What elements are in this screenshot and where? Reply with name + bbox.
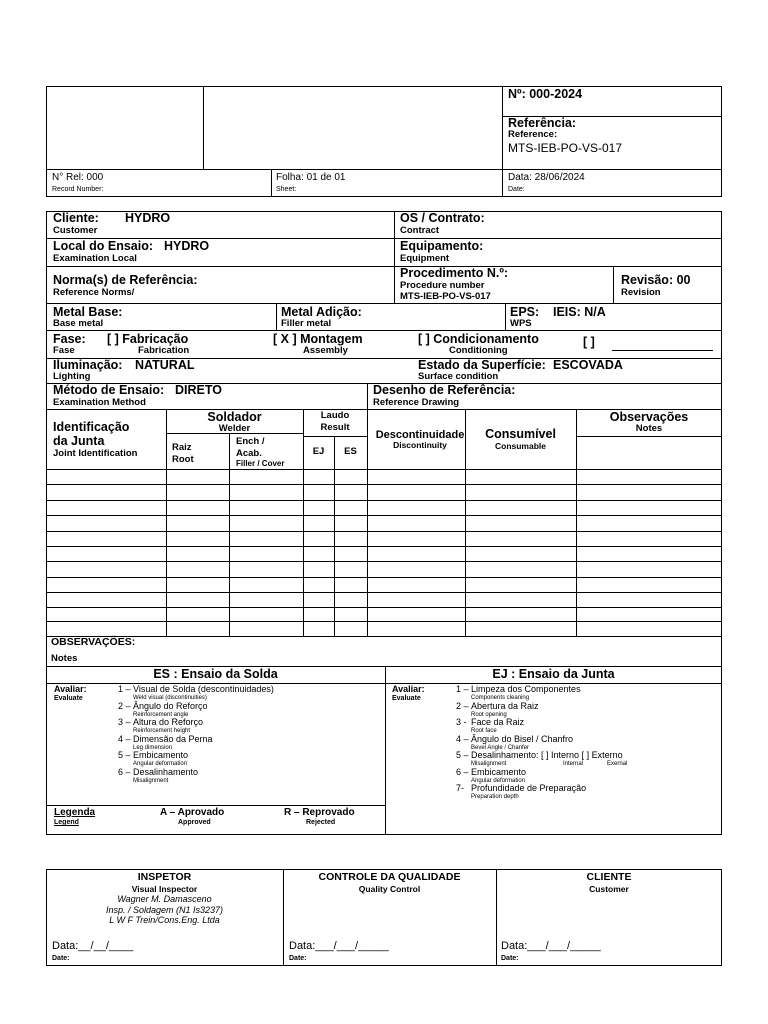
th-laudo: Laudo — [320, 410, 350, 421]
list-item-number: 2 – — [118, 700, 131, 711]
os-label: OS / Contrato: — [400, 211, 485, 225]
header-divider-3 — [271, 169, 272, 197]
th-soldador: Soldador — [207, 410, 262, 424]
info-vline-desenho — [367, 383, 368, 409]
list-item-sub: Components cleaning — [471, 695, 530, 701]
list-item-number: 4 – — [118, 733, 131, 744]
table-vline-7 — [576, 409, 577, 636]
equip-label: Equipamento: — [400, 239, 484, 253]
inspetor-date[interactable]: Data:__/__/____ — [52, 940, 134, 952]
fabricacao-sub: Fabrication — [138, 345, 190, 356]
list-item-sub: Reinforcement angle — [133, 711, 189, 718]
list-item: Ângulo do Reforço — [133, 700, 208, 711]
table-notes-split — [576, 436, 722, 437]
table-vline-4 — [334, 436, 335, 636]
legend-rejected: R – Reprovado — [284, 807, 355, 818]
cliente-date[interactable]: Data:___/___/_____ — [501, 940, 601, 952]
list-item-number: 6 – — [456, 766, 469, 777]
report-number: Nº: 000-2024 — [508, 87, 583, 101]
legend-label: Legenda — [54, 807, 96, 818]
th-ident-2: da Junta — [53, 434, 105, 448]
info-vline-eps — [505, 303, 506, 330]
legend-top — [46, 805, 385, 806]
table-row — [46, 484, 722, 485]
table-row — [46, 531, 722, 532]
condicionamento-sub: Conditioning — [449, 345, 508, 356]
ej-avaliar-sub: Evaluate — [392, 695, 421, 702]
rev-sub: Revision — [621, 287, 661, 298]
th-cons-sub: Consumable — [494, 441, 546, 451]
iluminacao-label: Iluminação: — [53, 358, 123, 372]
local-sub: Examination Local — [53, 253, 137, 264]
legend-rejected-sub: Rejected — [306, 819, 336, 826]
proc-label: Procedimento N.º: — [400, 266, 509, 280]
th-desc: Descontinuidade — [375, 429, 465, 441]
table-vline-3 — [303, 409, 304, 636]
estado-label: Estado da Superfície: — [418, 358, 546, 372]
other-underline — [612, 350, 713, 351]
metal-base-label: Metal Base: — [53, 305, 123, 319]
header-divider-1 — [203, 86, 204, 169]
inspetor-date-sub: Date: — [52, 955, 70, 962]
notes-bottom — [46, 666, 722, 667]
fase-label: Fase: — [53, 332, 86, 346]
condicionamento-checkbox[interactable]: [ ] Condicionamento — [418, 332, 539, 346]
header-date: Data: 28/06/2024 — [508, 172, 585, 183]
ieis-label: IEIS: N/A — [553, 305, 606, 319]
table-row — [46, 500, 722, 501]
qc-date-sub: Date: — [289, 955, 307, 962]
montagem-checkbox[interactable]: [ X ] Montagem — [273, 332, 363, 346]
metal-adicao-sub: Filler metal — [281, 318, 332, 329]
list-item-number: 1 – — [118, 684, 131, 694]
list-item-number: 3 – — [118, 717, 131, 727]
list-item-number: 7- — [456, 783, 465, 793]
th-ident-sub: Joint Identification — [53, 448, 138, 459]
th-ident: Identificação — [53, 420, 130, 434]
es-ej-divider — [385, 666, 386, 835]
eps-label: EPS: — [510, 305, 540, 319]
equip-sub: Equipment — [400, 253, 450, 264]
th-ench-sub: Filler / Cover — [236, 459, 285, 468]
os-sub: Contract — [400, 225, 440, 236]
list-item: Face da Raiz — [471, 717, 525, 727]
list-item-number: 4 – — [456, 733, 469, 744]
metodo-label: Método de Ensaio: — [53, 383, 165, 397]
local-value[interactable]: HYDRO — [164, 239, 210, 253]
rev-label: Revisão: 00 — [621, 273, 691, 287]
th-laudo-sub: Result — [320, 422, 350, 433]
th-obs: Observações — [609, 410, 689, 424]
list-item: Abertura da Raiz — [471, 700, 539, 711]
notes-sub: Notes — [51, 653, 78, 664]
sign-divider-2 — [496, 869, 497, 966]
qc-sub: Quality Control — [358, 884, 421, 894]
legend-approved: A – Aprovado — [160, 807, 225, 818]
proc-sub: Procedure number — [400, 280, 485, 291]
ej-avaliar: Avaliar: — [392, 684, 425, 694]
qc-date[interactable]: Data:___/___/_____ — [289, 940, 389, 952]
list-item-sub: Root opening — [471, 711, 507, 718]
sign-divider-1 — [283, 869, 284, 966]
info-vline-a — [394, 211, 395, 303]
row-line-2 — [46, 266, 722, 267]
metodo-sub: Examination Method — [53, 397, 146, 408]
th-ej: EJ — [312, 446, 325, 457]
table-row — [46, 577, 722, 578]
list-item-sub: Bevel Angle / Chanfer — [471, 744, 530, 751]
qc-title: CONTROLE DA QUALIDADE — [318, 871, 461, 883]
list-item-sub: Root face — [471, 728, 497, 734]
table-vline-2 — [229, 433, 230, 636]
list-item-number: 5 – — [118, 750, 131, 760]
row-line-4 — [46, 330, 722, 331]
list-item-sub: Reinforcement height — [133, 728, 191, 734]
fase-sub: Fase — [53, 345, 75, 356]
list-item: Visual de Solda (descontinuidades) — [133, 684, 274, 694]
row-line-3 — [46, 303, 722, 304]
list-item-sub-internal: Internal — [563, 761, 584, 767]
list-item-sub: Misalignment — [471, 761, 507, 767]
fabricacao-checkbox[interactable]: [ ] Fabricação — [107, 332, 189, 346]
th-ench: Ench / — [236, 436, 265, 447]
table-row — [46, 546, 722, 547]
record-number-sub: Record Number: — [52, 186, 104, 193]
list-item-sub-external: Exernal — [607, 761, 628, 767]
estado-value[interactable]: ESCOVADA — [553, 358, 623, 372]
table-bottom — [46, 636, 722, 637]
inspector-name: Wagner M. Damasceno — [117, 894, 212, 904]
list-item-number: 1 – — [456, 684, 469, 694]
header-hline-2 — [46, 169, 722, 170]
th-obs-sub: Notes — [635, 423, 663, 434]
th-cons: Consumível — [485, 427, 556, 441]
local-label: Local do Ensaio: — [53, 239, 154, 253]
list-item-sub: Angular deformation — [133, 761, 188, 767]
table-row — [46, 592, 722, 593]
desenho-label: Desenho de Referência: — [373, 383, 516, 397]
table-row — [46, 469, 722, 470]
montagem-sub: Assembly — [303, 345, 348, 356]
list-item-number: 6 – — [118, 766, 131, 777]
list-item: Embicamento — [471, 766, 527, 777]
table-row — [46, 561, 722, 562]
norma-label: Norma(s) de Referência: — [53, 273, 198, 287]
list-item-sub: Preparation depth — [471, 794, 519, 800]
list-item: Profundidade de Preparação — [471, 783, 587, 793]
list-item-sub: Angular deformation — [471, 777, 526, 784]
table-laudo-split — [303, 436, 367, 437]
th-soldador-sub: Welder — [218, 423, 251, 434]
cliente-value[interactable]: HYDRO — [125, 211, 171, 225]
list-item: Limpeza dos Componentes — [471, 684, 581, 694]
cliente-sign-sub: Customer — [589, 884, 629, 894]
cliente-sub: Customer — [53, 225, 98, 236]
list-item-number: 3 - — [456, 717, 467, 727]
metodo-value[interactable]: DIRETO — [175, 383, 222, 397]
notes-label: OBSERVAÇÕES: — [51, 636, 136, 648]
th-raiz: Raiz — [172, 442, 192, 453]
inspector-company: L W F Trein/Cons.Eng. Ltda — [109, 915, 220, 925]
list-item-sub: Misalignment — [133, 777, 169, 784]
table-row — [46, 515, 722, 516]
legend-approved-sub: Approved — [178, 819, 211, 826]
info-vline-metal — [276, 303, 277, 330]
table-row — [46, 621, 722, 622]
list-item-sub: Leg dimension — [133, 744, 173, 751]
list-item-sub: Weld visual (discontinuities) — [133, 695, 207, 701]
list-item-number: 5 – — [456, 750, 469, 760]
list-item: Desalinhamento — [133, 766, 199, 777]
list-item: Altura do Reforço — [133, 717, 204, 727]
list-item: Embicamento — [133, 750, 189, 760]
estado-sub: Surface condition — [418, 371, 499, 382]
header-date-sub: Date: — [508, 186, 525, 193]
sheet-sub: Sheet: — [276, 186, 297, 193]
list-item: Ângulo do Bisel / Chanfro — [471, 733, 574, 744]
inspector-cert: Insp. / Soldagem (N1 Is3237) — [105, 905, 224, 915]
es-title: ES : Ensaio da Solda — [153, 667, 278, 681]
th-acab: Acab. — [236, 448, 262, 459]
es-avaliar: Avaliar: — [54, 684, 87, 694]
th-es: ES — [344, 446, 357, 457]
th-raiz-sub: Root — [172, 454, 194, 465]
ej-title: EJ : Ensaio da Junta — [492, 667, 615, 681]
norma-sub: Reference Norms/ — [53, 287, 135, 298]
sheet: Folha: 01 de 01 — [276, 172, 346, 183]
other-checkbox[interactable]: [ ] — [583, 335, 595, 349]
cliente-date-sub: Date: — [501, 955, 519, 962]
iluminacao-sub: Lighting — [53, 371, 91, 382]
reference-sub: Reference: — [508, 129, 558, 140]
iluminacao-value[interactable]: NATURAL — [135, 358, 195, 372]
es-avaliar-sub: Evaluate — [54, 695, 83, 702]
cliente-sign-title: CLIENTE — [586, 871, 632, 883]
inspetor-sub: Visual Inspector — [131, 884, 198, 894]
reference-label: Referência: — [508, 116, 577, 130]
table-vline-1 — [166, 409, 167, 636]
list-item: Dimensão da Perna — [133, 733, 213, 744]
metal-adicao-label: Metal Adição: — [281, 305, 362, 319]
table-row — [46, 607, 722, 608]
reference-value: MTS-IEB-PO-VS-017 — [508, 141, 623, 155]
cliente-label: Cliente: — [53, 211, 99, 225]
legend-sub: Legend — [54, 819, 79, 826]
th-desc-sub: Discontinuity — [393, 440, 447, 450]
list-item-number: 2 – — [456, 700, 469, 711]
desenho-sub: Reference Drawing — [373, 397, 460, 408]
proc-value[interactable]: MTS-IEB-PO-VS-017 — [400, 291, 491, 302]
list-item: Desalinhamento: [ ] Interno [ ] Externo — [471, 750, 623, 760]
eps-sub: WPS — [510, 318, 532, 329]
header-divider-2 — [502, 86, 503, 197]
metal-base-sub: Base metal — [53, 318, 104, 329]
inspetor-title: INSPETOR — [137, 871, 192, 883]
info-vline-rev — [613, 266, 614, 303]
record-number: N° Rel: 000 — [52, 172, 104, 183]
